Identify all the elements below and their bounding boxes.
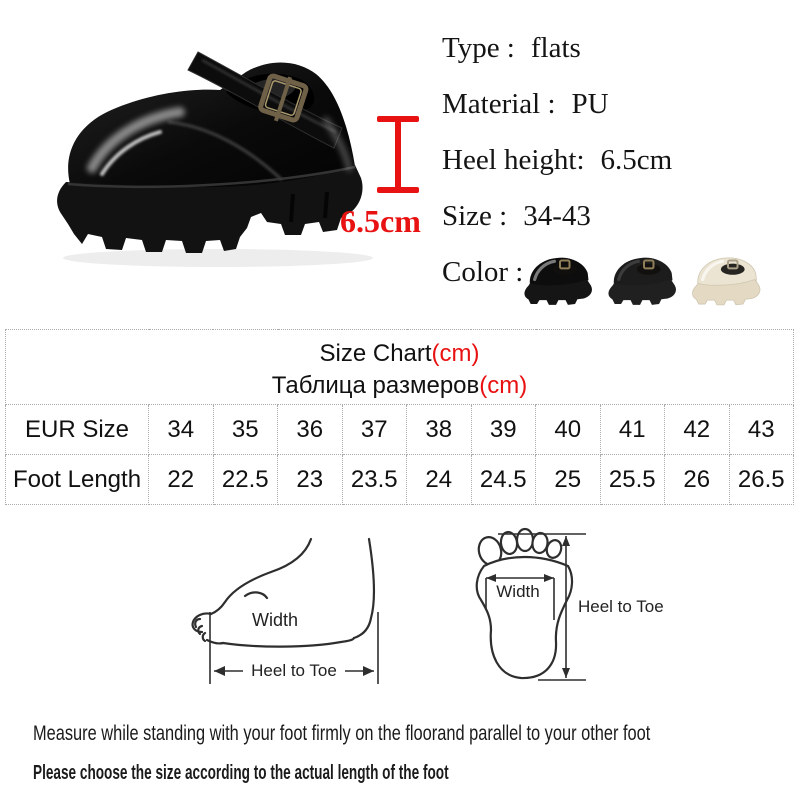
shoe-beige-icon [688, 251, 768, 308]
side-heel-to-toe-label: Heel to Toe [251, 661, 337, 680]
size-chart-title-ru: Таблица размеров(cm) [271, 371, 528, 399]
spec-type: Type : flats [442, 32, 581, 64]
eur-size-label: EUR Size [6, 405, 149, 455]
marker-bar [395, 121, 401, 189]
spec-heel-height: Heel height: 6.5cm [442, 144, 673, 176]
spec-material: Material : PU [442, 88, 609, 120]
shoe-black-patent-icon [520, 251, 600, 308]
foot-length-row: Foot Length 22 22.5 23 23.5 24 24.5 25 25.5 26 26.5 [6, 455, 794, 505]
color-options [520, 251, 768, 308]
photo-shadow [63, 249, 373, 267]
size-chart-header [6, 330, 794, 405]
size-chart [5, 329, 794, 505]
foot-side-view-diagram [183, 512, 393, 690]
marker-bottom-cap [377, 187, 419, 193]
side-width-label: Width [251, 610, 299, 630]
measure-instruction-note: Measure while standing with your foot firmly on the floorand parallel to your other foot [33, 722, 651, 745]
shoe-black-matte-icon [604, 251, 684, 308]
eur-size-row: EUR Size 34 35 36 37 38 39 40 41 42 43 [6, 405, 794, 455]
footprint-top-view-diagram [468, 512, 683, 690]
top-width-label: Width [496, 582, 540, 601]
spec-size-range: Size : 34-43 [442, 200, 591, 232]
size-chart-title-en: Size Chart(cm) [319, 339, 480, 367]
heel-height-value: 6.5cm [340, 203, 421, 239]
spec-color: Color : [442, 256, 524, 288]
size-choice-note: Please choose the size according to the actual length of the foot [33, 762, 449, 784]
foot-length-label: Foot Length [6, 455, 149, 505]
top-heel-to-toe-label: Heel to Toe [578, 597, 664, 616]
product-photo-shoe-icon [50, 34, 380, 269]
